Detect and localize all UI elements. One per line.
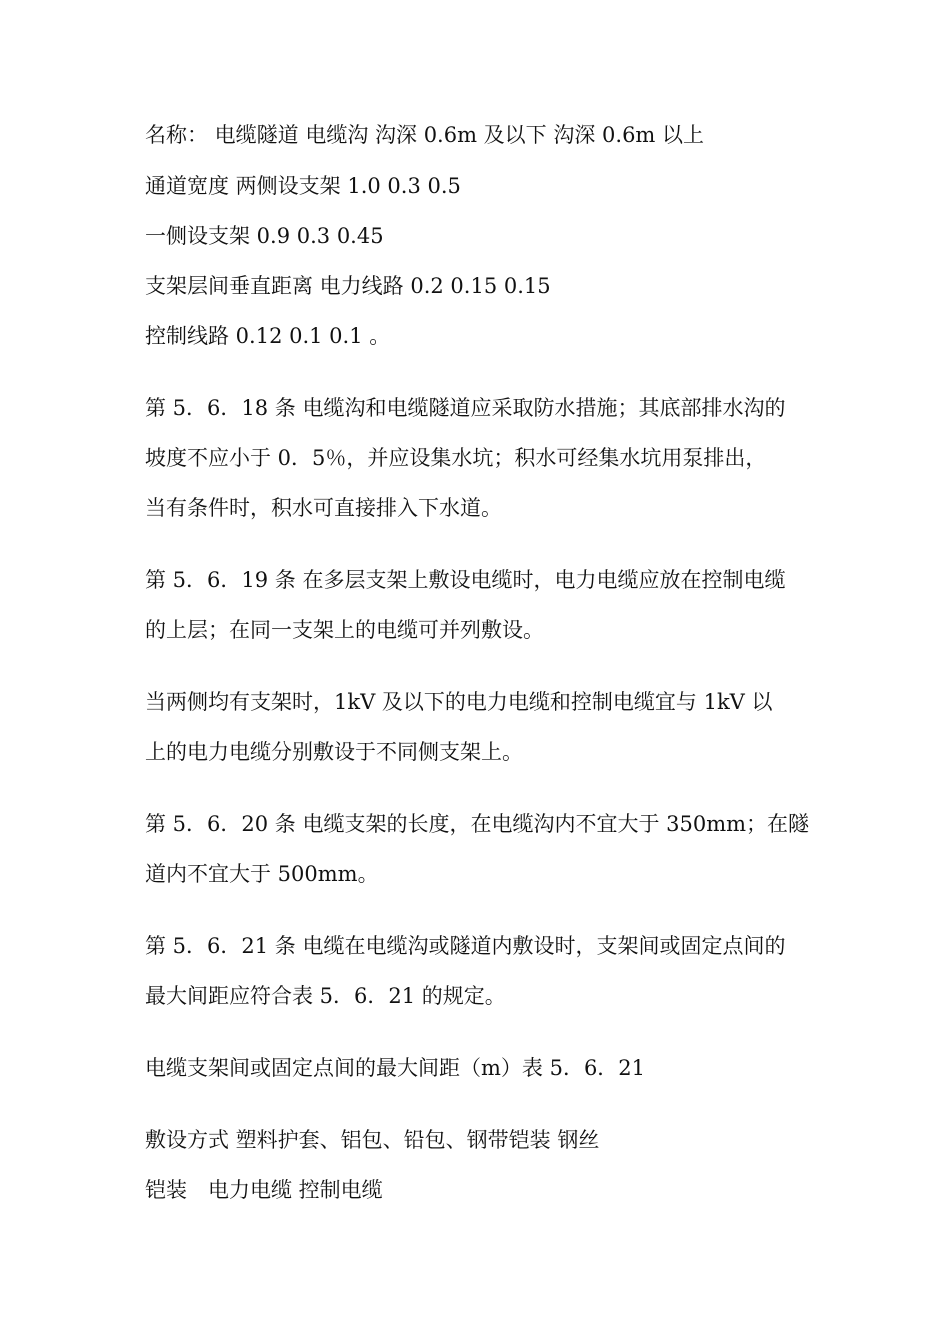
clause-5-6-21-line-2: 最大间距应符合表 5．6．21 的规定。	[145, 984, 506, 1008]
clause-5-6-21-line-1: 第 5．6．21 条 电缆在电缆沟或隧道内敷设时，支架间或固定点间的	[145, 934, 786, 958]
table-5-6-21-header-line-2: 铠装 电力电缆 控制电缆	[145, 1178, 383, 1202]
clause-5-6-18-line-1: 第 5．6．18 条 电缆沟和电缆隧道应采取防水措施；其底部排水沟的	[145, 396, 786, 420]
table-row-spacing-control: 控制线路 0.12 0.1 0.1 。	[145, 324, 391, 348]
clause-5-6-19-line-1: 第 5．6．19 条 在多层支架上敷设电缆时，电力电缆应放在控制电缆	[145, 568, 786, 592]
table-5-6-21-header-line-1: 敷设方式 塑料护套、铝包、铅包、钢带铠装 钢丝	[145, 1128, 600, 1152]
paragraph-both-sides-line-2: 上的电力电缆分别敷设于不同侧支架上。	[145, 740, 523, 764]
table-header-line: 名称： 电缆隧道 电缆沟 沟深 0.6m 及以下 沟深 0.6m 以上	[145, 123, 705, 147]
clause-5-6-20-line-2: 道内不宜大于 500mm。	[145, 862, 379, 886]
table-row-spacing-power: 支架层间垂直距离 电力线路 0.2 0.15 0.15	[145, 274, 551, 298]
clause-5-6-18-line-2: 坡度不应小于 0．5％，并应设集水坑；积水可经集水坑用泵排出，	[145, 446, 767, 470]
clause-5-6-20-line-1: 第 5．6．20 条 电缆支架的长度，在电缆沟内不宜大于 350mm；在隧	[145, 812, 810, 836]
table-row-channel-width-both: 通道宽度 两侧设支架 1.0 0.3 0.5	[145, 174, 461, 198]
paragraph-both-sides-line-1: 当两侧均有支架时，1kV 及以下的电力电缆和控制电缆宜与 1kV 以	[145, 690, 773, 714]
clause-5-6-19-line-2: 的上层；在同一支架上的电缆可并列敷设。	[145, 618, 544, 642]
table-row-channel-width-one: 一侧设支架 0.9 0.3 0.45	[145, 224, 384, 248]
clause-5-6-18-line-3: 当有条件时，积水可直接排入下水道。	[145, 496, 502, 520]
table-5-6-21-caption: 电缆支架间或固定点间的最大间距（m）表 5．6．21	[145, 1056, 646, 1080]
